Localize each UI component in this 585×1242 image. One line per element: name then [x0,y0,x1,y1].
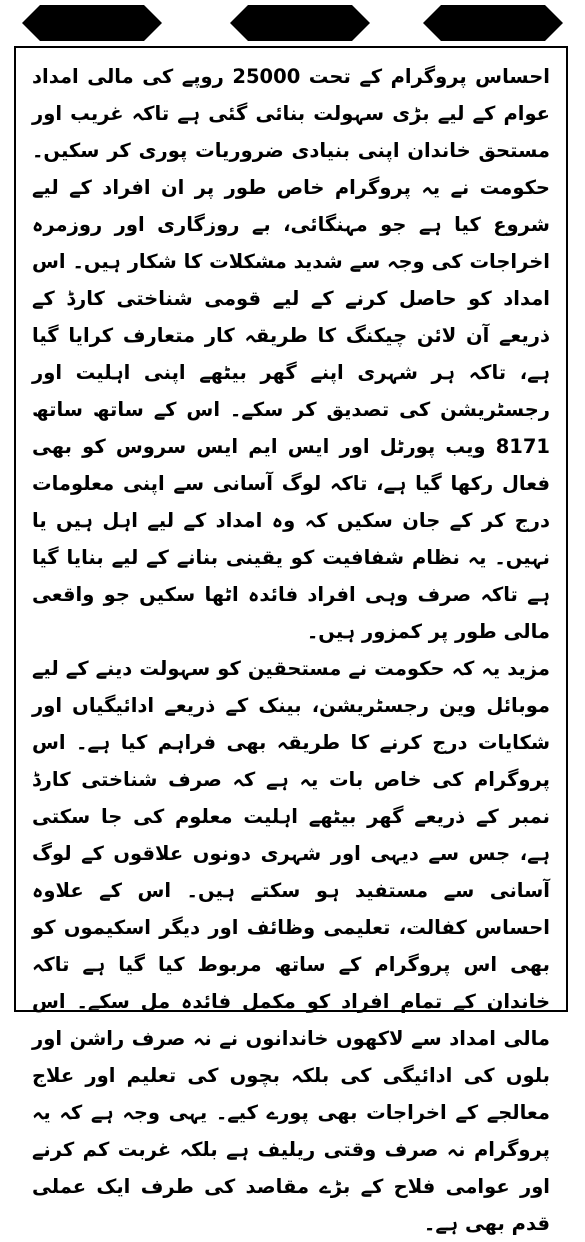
tab-shape-left [22,5,162,41]
article-paragraph-2: مزید یہ کہ حکومت نے مستحقین کو سہولت دینے کے لیے موبائل وین رجسٹریشن، بینک کے ذریعے ادائیگیاں اور شکایات درج کرنے کا طریقہ بھی فراہم کیا ہے۔ اس پروگرام کی خاص بات یہ ہے کہ صرف شناختی کارڈ نمبر کے ذریعے گھر بیٹھے اہلیت معلوم کی جا سکتی ہے، جس سے دیہی اور شہری دونوں علاقوں کے لوگ آسانی سے مستفید ہو سکتے ہیں۔ اس کے علاوہ احساس کفالت، تعلیمی وظائف اور دیگر اسکیموں کو بھی اس پروگرام کے ساتھ مربوط کیا گیا ہے تاکہ خاندان کے تمام افراد کو مکمل فائدہ مل سکے۔ اس مالی امداد سے لاکھوں خاندانوں نے نہ صرف راشن اور بلوں کی ادائیگی کی بلکہ بچوں کی تعلیم اور علاج معالجے کے اخراجات بھی پورے کیے۔ یہی وجہ ہے کہ یہ پروگرام نہ صرف وقتی ریلیف ہے بلکہ غربت کم کرنے اور عوامی فلاح کے بڑے مقاصد کی طرف ایک عملی قدم بھی ہے۔ [32,657,550,1235]
tab-shape-center [230,5,370,41]
tab-shape-right [423,5,563,41]
top-tab-bar [0,5,585,41]
article-paragraph-1: احساس پروگرام کے تحت 25000 روپے کی مالی امداد عوام کے لیے بڑی سہولت بنائی گئی ہے تاکہ غریب اور مستحق خاندان اپنی بنیادی ضروریات پوری کر سکیں۔ حکومت نے یہ پروگرام خاص طور پر ان افراد کے لیے شروع کیا ہے جو مہنگائی، بے روزگاری اور روزمرہ اخراجات کی وجہ سے شدید مشکلات کا شکار ہیں۔ اس امداد کو حاصل کرنے کے لیے قومی شناختی کارڈ کے ذریعے آن لائن چیکنگ کا طریقہ کار متعارف کرایا گیا ہے، تاکہ ہر شہری اپنے گھر بیٹھے اپنی اہلیت اور رجسٹریشن کی تصدیق کر سکے۔ اس کے ساتھ ساتھ 8171 ویب پورٹل اور ایس ایم ایس سروس کو بھی فعال رکھا گیا ہے، تاکہ لوگ آسانی سے اپنی معلومات درج کر کے جان سکیں کہ وہ امداد کے لیے اہل ہیں یا نہیں۔ یہ نظام شفافیت کو یقینی بنانے کے لیے بنایا گیا ہے تاکہ صرف وہی افراد فائدہ اٹھا سکیں جو واقعی مالی طور پر کمزور ہیں۔ [32,65,550,643]
article-frame [14,46,568,1235]
